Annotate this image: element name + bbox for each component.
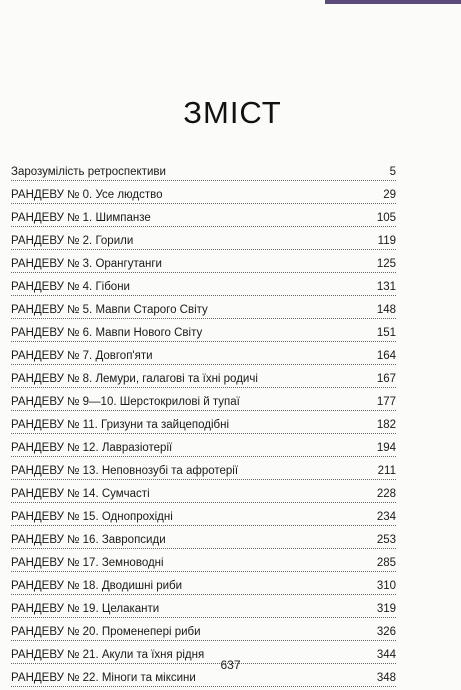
toc-entry[interactable] [11,618,396,641]
toc-entry-page: 234 [376,511,396,523]
toc-entry-title: РАНДЕВУ № 3. Орангутанги [11,258,162,270]
toc-entry-page: 319 [376,603,396,615]
toc-entry[interactable] [11,480,396,503]
toc-entry-page: 29 [383,189,396,201]
toc-entry-page: 177 [376,396,396,408]
toc-entry-page: 131 [376,281,396,293]
toc-entry-title: РАНДЕВУ № 2. Горили [11,235,134,247]
toc-entry-title: РАНДЕВУ № 15. Однопрохідні [11,511,173,523]
toc-entry[interactable] [11,204,396,227]
toc-entry-page: 326 [376,626,396,638]
toc-entry-page: 253 [376,534,396,546]
toc-entry-page: 5 [389,166,396,178]
table-of-contents [11,164,396,687]
toc-entry[interactable] [11,250,396,273]
toc-entry-title: РАНДЕВУ № 11. Гризуни та зайцеподібні [11,419,230,431]
toc-entry[interactable] [11,296,396,319]
toc-entry[interactable] [11,273,396,296]
toc-entry-page: 348 [376,672,396,684]
top-accent-bar [325,0,461,4]
toc-entry-page: 119 [377,235,396,247]
toc-entry-title: РАНДЕВУ № 9—10. Шерстокрилові й тупаї [11,396,240,408]
toc-entry-page: 182 [376,419,396,431]
toc-entry-page: 194 [376,442,396,454]
toc-entry-title: РАНДЕВУ № 14. Сумчасті [11,488,150,500]
toc-entry-title: РАНДЕВУ № 21. Акули та їхня рідня [11,649,205,661]
toc-entry-page: 310 [376,580,396,592]
toc-entry-page: 228 [376,488,396,500]
toc-entry[interactable] [11,526,396,549]
toc-entry-page: 285 [376,557,396,569]
toc-entry-title: РАНДЕВУ № 19. Целаканти [11,603,160,615]
toc-entry[interactable] [11,319,396,342]
page-title: ЗМІСТ [183,94,282,130]
toc-entry-page: 344 [376,649,396,661]
toc-entry-title: РАНДЕВУ № 13. Неповнозубі та афротерії [11,465,239,477]
toc-entry[interactable] [11,457,396,480]
toc-entry[interactable] [11,388,396,411]
toc-entry-page: 125 [376,258,396,270]
toc-entry[interactable] [11,411,396,434]
toc-entry[interactable] [11,365,396,388]
toc-entry-title: РАНДЕВУ № 22. Міноги та міксини [11,672,196,684]
toc-entry[interactable] [11,503,396,526]
toc-entry-title: РАНДЕВУ № 1. Шимпанзе [11,212,151,224]
toc-entry-page: 151 [376,327,396,339]
toc-entry[interactable] [11,572,396,595]
toc-entry-title: РАНДЕВУ № 12. Лавразіотерії [11,442,173,454]
toc-entry-title: РАНДЕВУ № 18. Дводишні риби [11,580,183,592]
toc-entry-title: РАНДЕВУ № 20. Променепері риби [11,626,201,638]
toc-entry-page: 148 [376,304,396,316]
toc-entry[interactable] [11,164,396,181]
toc-entry-page: 211 [377,465,396,477]
toc-entry-title: РАНДЕВУ № 5. Мавпи Старого Світу [11,304,208,316]
toc-entry-title: РАНДЕВУ № 8. Лемури, галагові та їхні родичі [11,373,258,385]
toc-entry-title: Зарозумілість ретроспективи [11,166,166,178]
toc-entry[interactable] [11,549,396,572]
toc-entry-title: РАНДЕВУ № 7. Довгоп'яти [11,350,153,362]
toc-entry-title: РАНДЕВУ № 0. Усе людство [11,189,163,201]
toc-entry[interactable] [11,595,396,618]
page-number: 637 [220,658,241,672]
toc-entry-title: РАНДЕВУ № 6. Мавпи Нового Світу [11,327,203,339]
toc-entry[interactable] [11,181,396,204]
toc-entry-title: РАНДЕВУ № 17. Земноводні [11,557,164,569]
toc-entry[interactable] [11,227,396,250]
toc-entry[interactable] [11,434,396,457]
toc-entry-page: 105 [376,212,396,224]
toc-entry-title: РАНДЕВУ № 16. Завропсиди [11,534,166,546]
toc-entry-page: 164 [376,350,396,362]
toc-entry-title: РАНДЕВУ № 4. Гібони [11,281,130,293]
toc-entry[interactable] [11,342,396,365]
toc-entry-page: 167 [376,373,396,385]
